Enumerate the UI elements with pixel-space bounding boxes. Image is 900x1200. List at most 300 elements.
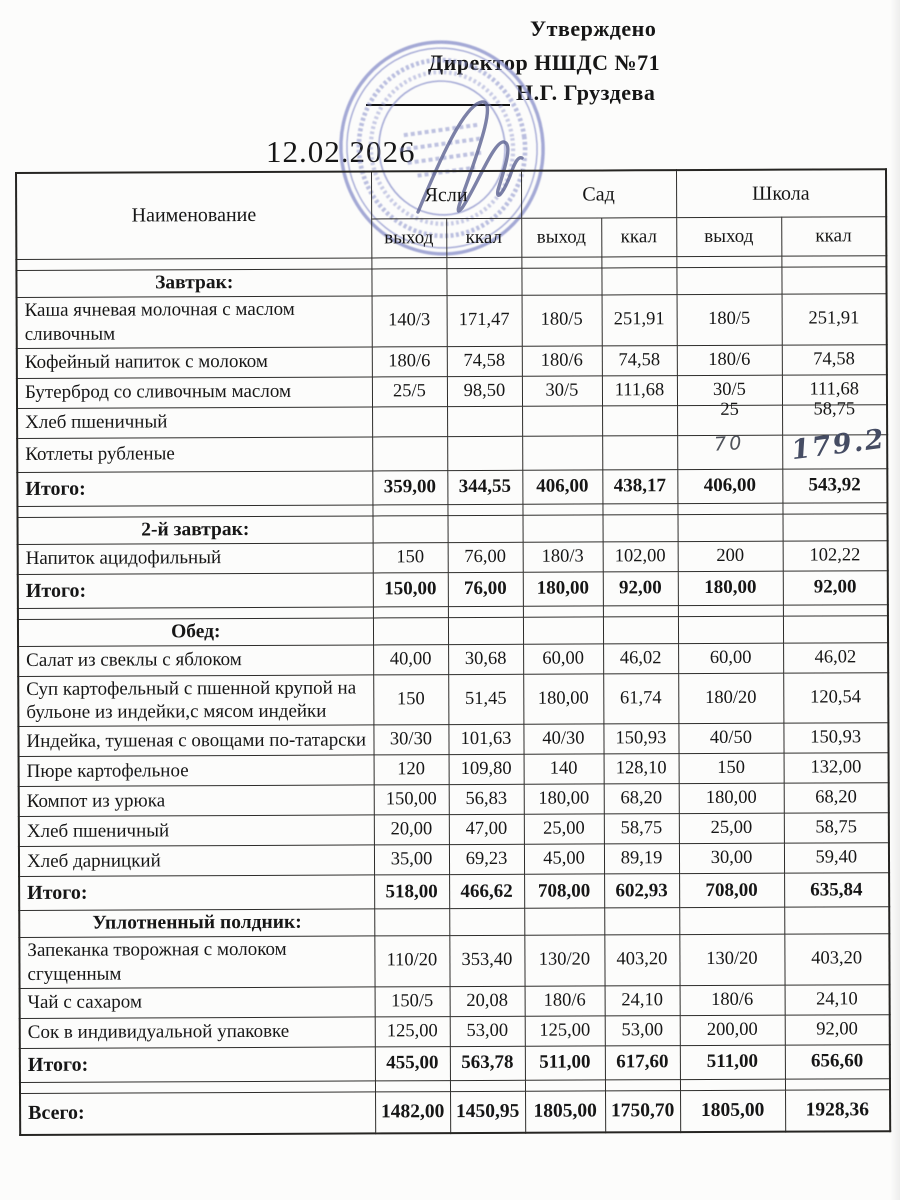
- value-cell: [449, 908, 524, 935]
- table-row-section: [16, 267, 886, 298]
- row-label: Итого:: [18, 572, 373, 608]
- row-label: Сок в индивидуальной упаковке: [20, 1016, 375, 1048]
- scan-edge-shadow: [890, 0, 900, 1200]
- value-cell: [601, 268, 676, 295]
- value-cell: [604, 814, 679, 844]
- cell-value: 656,60: [810, 1050, 864, 1072]
- value-cell: [782, 294, 887, 345]
- value-cell: [523, 673, 603, 724]
- sub-header: ккал: [781, 217, 886, 256]
- row-label: Компот из урюка: [19, 785, 374, 817]
- value-cell: [782, 423, 888, 468]
- value-cell: [375, 1016, 450, 1046]
- sub-header: выход: [676, 217, 781, 256]
- table-row-total: [17, 468, 887, 506]
- cell-value: 602,93: [615, 879, 668, 901]
- cell-value: 150: [396, 546, 425, 567]
- cell-value: 180,00: [536, 577, 589, 599]
- value-cell: [522, 435, 602, 469]
- value-cell: [785, 1078, 890, 1089]
- value-cell: [602, 435, 677, 469]
- table-row-section: [19, 907, 889, 938]
- cell-value: 25,00: [710, 817, 753, 838]
- value-cell: [523, 514, 603, 541]
- value-cell: [603, 605, 678, 616]
- value-cell: [373, 617, 448, 644]
- value-cell: [604, 784, 679, 814]
- value-cell: [677, 503, 782, 514]
- value-cell: [449, 814, 524, 844]
- value-cell: [448, 542, 523, 572]
- value-cell: [448, 724, 523, 754]
- cell-value: 466,62: [460, 880, 513, 902]
- table-row-item: [17, 374, 887, 408]
- cell-value: 46,02: [619, 647, 662, 668]
- value-cell: [375, 1080, 450, 1091]
- value-cell: [680, 1015, 785, 1045]
- table-row-item: [18, 672, 888, 726]
- value-cell: [678, 541, 783, 571]
- cell-value: 130/20: [706, 949, 758, 970]
- value-cell: [450, 1080, 525, 1091]
- cell-value: 40,00: [389, 648, 432, 669]
- cell-value: 518,00: [385, 880, 438, 902]
- cell-value: 251,91: [808, 308, 860, 329]
- cell-value: 180/3: [541, 546, 584, 567]
- cell-value: 130/20: [538, 949, 591, 970]
- cell-value: 76,00: [464, 546, 507, 567]
- value-cell: [782, 344, 887, 374]
- cell-value: 92,00: [816, 1018, 858, 1040]
- cell-value: 359,00: [383, 476, 437, 498]
- value-cell: [521, 268, 601, 295]
- cell-value: 150,93: [810, 727, 862, 748]
- cell-value: 30/5: [545, 380, 579, 401]
- value-cell: [677, 469, 782, 503]
- value-cell: [783, 615, 888, 642]
- value-cell: [604, 935, 679, 986]
- cell-value: 140: [549, 758, 578, 779]
- cell-value: 68,20: [815, 787, 857, 808]
- value-cell: [372, 296, 447, 347]
- group-header-2: Школа: [676, 169, 886, 217]
- value-cell: [678, 723, 783, 753]
- cell-value: 53,00: [621, 1019, 664, 1040]
- cell-value: 74,58: [463, 350, 506, 371]
- value-cell: [603, 541, 678, 571]
- value-cell: [523, 724, 603, 754]
- value-cell: [372, 504, 447, 515]
- value-cell: [602, 295, 677, 346]
- value-cell: [525, 1090, 605, 1132]
- row-label: Суп картофельный с пшенной крупой на бульоне из индейки,с мясом индейки: [18, 674, 373, 726]
- cell-value: 92,00: [813, 576, 857, 598]
- cell-value: 353,40: [461, 950, 513, 971]
- value-cell: [785, 1044, 890, 1078]
- value-cell: [373, 725, 448, 755]
- row-label: Хлеб дарницкий: [19, 845, 374, 877]
- value-cell: [447, 436, 522, 470]
- value-cell: [524, 844, 604, 874]
- cell-value: 403,20: [616, 949, 668, 970]
- table-row-section: [18, 615, 888, 646]
- value-cell: [522, 295, 602, 346]
- value-cell: [601, 257, 676, 268]
- value-cell: [604, 844, 679, 874]
- value-cell: [372, 406, 447, 436]
- value-cell: [450, 1091, 525, 1133]
- cell-value: 74,58: [813, 348, 855, 370]
- value-cell: [782, 502, 887, 513]
- cell-value: 150/5: [390, 990, 434, 1011]
- cell-value: 150,00: [385, 789, 437, 810]
- cell-value: 47,00: [465, 818, 508, 840]
- value-cell: [523, 616, 603, 643]
- value-cell: [678, 643, 783, 673]
- value-cell: [678, 571, 783, 605]
- value-cell: [680, 1090, 785, 1132]
- cell-value: 60,00: [709, 647, 752, 668]
- cell-value: 125,00: [386, 1020, 438, 1041]
- row-label: Итого:: [17, 470, 372, 506]
- value-cell: [604, 754, 679, 784]
- value-cell: [784, 907, 889, 934]
- value-cell: [677, 345, 782, 375]
- value-cell: [784, 753, 889, 783]
- cell-value: 251,91: [613, 309, 665, 330]
- value-cell: [373, 674, 448, 725]
- value-cell: [785, 1089, 890, 1131]
- row-label: Уплотненный полдник:: [19, 909, 374, 938]
- value-cell: [603, 571, 678, 605]
- value-cell: [785, 1014, 890, 1044]
- cell-value: 120,54: [810, 687, 862, 708]
- value-cell: [679, 813, 784, 843]
- cell-value: 1805,00: [700, 1099, 765, 1121]
- row-label: Хлеб пшеничный: [19, 815, 374, 847]
- cell-value: 180,00: [538, 788, 590, 809]
- cell-value: 438,17: [613, 475, 667, 497]
- cell-value: 111,68: [809, 378, 860, 400]
- value-cell: [680, 1079, 785, 1090]
- cell-value: 403,20: [811, 948, 863, 969]
- cell-value: 76,00: [463, 577, 507, 600]
- cell-value: 180,00: [705, 787, 757, 808]
- cell-value: 70: [713, 431, 746, 456]
- value-cell: [781, 256, 886, 267]
- value-cell: [604, 874, 679, 908]
- value-cell: [679, 783, 784, 813]
- value-cell: [522, 405, 602, 435]
- cell-value: 102,00: [614, 545, 666, 566]
- value-cell: [371, 258, 446, 269]
- value-cell: [371, 269, 446, 296]
- cell-value: 563,78: [461, 1051, 514, 1074]
- sub-header: выход: [521, 218, 601, 257]
- cell-value: 125,00: [539, 1019, 591, 1041]
- table-row-item: [17, 344, 887, 378]
- row-label: Бутерброд со сливочным маслом: [17, 376, 372, 408]
- value-cell: [602, 345, 677, 375]
- value-cell: [785, 984, 890, 1014]
- value-cell: [448, 644, 523, 674]
- value-cell: [783, 604, 888, 615]
- value-cell: [449, 784, 524, 814]
- value-cell: [677, 431, 782, 469]
- value-cell: [450, 1016, 525, 1046]
- cell-value: 51,45: [464, 688, 507, 709]
- cell-value: 58,75: [620, 818, 663, 839]
- row-label: Запеканка творожная с молоком сгущенным: [19, 936, 374, 988]
- sub-header: выход: [371, 219, 446, 258]
- value-cell: [784, 813, 889, 843]
- cell-value: 179.2: [789, 423, 888, 466]
- table-row-item: [19, 753, 889, 787]
- table-row-total: [18, 570, 888, 608]
- value-cell: [679, 753, 784, 783]
- value-cell: [523, 541, 603, 571]
- sub-header: ккал: [446, 218, 521, 257]
- value-cell: [680, 1045, 785, 1079]
- cell-value: 1482,00: [380, 1100, 445, 1122]
- cell-value: 200,00: [706, 1019, 758, 1040]
- row-label: Каша ячневая молочная с маслом сливочным: [17, 296, 372, 348]
- row-label: Итого:: [20, 1046, 375, 1082]
- cell-value: 101,63: [460, 728, 512, 750]
- cell-value: 180/6: [388, 350, 431, 371]
- cell-value: 128,10: [615, 758, 667, 779]
- value-cell: [783, 723, 888, 753]
- cell-value: 30,68: [464, 648, 507, 669]
- row-label: Индейка, тушеная с овощами по-татарски: [18, 725, 373, 757]
- cell-value: 69,23: [465, 848, 508, 870]
- value-cell: [449, 844, 524, 874]
- value-cell: [521, 257, 601, 268]
- value-cell: [781, 267, 886, 294]
- value-cell: [784, 843, 889, 873]
- value-cell: [602, 469, 677, 503]
- table-row-grand: [20, 1089, 890, 1134]
- row-label: 2-й завтрак:: [18, 515, 373, 544]
- cell-value: 58,75: [813, 398, 856, 420]
- group-header-1: Сад: [521, 170, 676, 218]
- table-header: [16, 169, 886, 259]
- value-cell: [605, 1090, 680, 1132]
- value-cell: [447, 376, 522, 406]
- cell-value: 180,00: [537, 688, 589, 709]
- name-column-header: Наименование: [16, 171, 371, 259]
- cell-value: 20,08: [466, 990, 508, 1011]
- value-cell: [679, 907, 784, 934]
- cell-value: 35,00: [390, 849, 433, 870]
- value-cell: [677, 294, 782, 345]
- row-label: Хлеб пшеничный: [17, 406, 372, 438]
- sub-header: ккал: [601, 218, 676, 257]
- value-cell: [373, 542, 448, 572]
- value-cell: [447, 295, 522, 346]
- row-label: Пюре картофельное: [19, 755, 374, 787]
- value-cell: [602, 503, 677, 514]
- cell-value: 59,40: [815, 847, 858, 868]
- value-cell: [525, 1045, 605, 1079]
- cell-value: 1450,95: [455, 1100, 520, 1122]
- cell-value: 1805,00: [533, 1099, 597, 1122]
- value-cell: [522, 375, 602, 405]
- cell-value: 1750,70: [610, 1099, 675, 1121]
- value-cell: [676, 267, 781, 294]
- cell-value: 150,93: [615, 728, 667, 749]
- value-cell: [373, 644, 448, 674]
- value-cell: [523, 643, 603, 673]
- cell-value: 1928,36: [805, 1098, 870, 1121]
- cell-value: 406,00: [703, 474, 757, 496]
- cell-value: 455,00: [386, 1052, 439, 1074]
- value-cell: [446, 257, 521, 268]
- cell-value: 180/6: [543, 990, 586, 1011]
- value-cell: [372, 376, 447, 406]
- value-cell: [605, 1015, 680, 1045]
- cell-value: 708,00: [705, 879, 758, 901]
- table-row-item: [19, 934, 889, 988]
- value-cell: [603, 616, 678, 643]
- cell-value: 30,00: [710, 847, 753, 868]
- value-cell: [784, 934, 889, 985]
- cell-value: 200: [716, 545, 745, 566]
- value-cell: [525, 1079, 605, 1090]
- cell-value: 150,00: [384, 578, 437, 600]
- cell-value: 30/30: [389, 729, 433, 750]
- value-cell: [447, 406, 522, 436]
- value-cell: [679, 934, 784, 985]
- cell-value: 60,00: [542, 648, 584, 669]
- cell-value: 708,00: [537, 879, 591, 902]
- value-cell: [448, 674, 523, 725]
- cell-value: 46,02: [814, 646, 857, 668]
- value-cell: [677, 399, 782, 435]
- value-cell: [448, 617, 523, 644]
- table-row-item: [20, 1014, 890, 1048]
- table-row-item: [17, 294, 887, 348]
- table-row-item: [18, 540, 888, 574]
- cell-value: 74,58: [618, 349, 661, 370]
- director-title: Директор НШДС №71: [428, 50, 661, 75]
- value-cell: [448, 606, 523, 617]
- value-cell: [375, 1091, 450, 1133]
- table-row-section: [18, 513, 888, 544]
- value-cell: [374, 755, 449, 785]
- cell-value: 511,00: [539, 1051, 591, 1073]
- value-cell: [524, 935, 604, 986]
- value-cell: [783, 672, 888, 723]
- value-cell: [605, 1045, 680, 1079]
- cell-value: 61,74: [619, 687, 662, 709]
- row-label: Итого:: [19, 875, 374, 911]
- value-cell: [522, 469, 602, 503]
- value-cell: [372, 470, 447, 504]
- cell-value: 543,92: [808, 474, 861, 496]
- row-label: Всего:: [20, 1091, 375, 1134]
- cell-value: 617,60: [616, 1051, 669, 1073]
- row-label: Кофейный напиток с молоком: [17, 346, 372, 378]
- value-cell: [602, 375, 677, 405]
- value-cell: [373, 606, 448, 617]
- cell-value: 120: [397, 759, 426, 780]
- cell-value: 132,00: [810, 757, 862, 778]
- value-cell: [448, 515, 523, 542]
- cell-value: 45,00: [543, 848, 585, 869]
- value-cell: [524, 874, 604, 908]
- value-cell: [524, 754, 604, 784]
- table-row-item: [19, 843, 889, 877]
- header-group-row: [16, 169, 886, 220]
- approved-label: Утверждено: [530, 16, 657, 41]
- value-cell: [373, 515, 448, 542]
- row-label: Салат из свеклы с яблоком: [18, 644, 373, 676]
- value-cell: [524, 814, 604, 844]
- value-cell: [449, 754, 524, 784]
- value-cell: [603, 673, 678, 724]
- value-cell: [784, 873, 889, 907]
- value-cell: [522, 345, 602, 375]
- value-cell: [447, 346, 522, 376]
- value-cell: [446, 268, 521, 295]
- cell-value: 150: [717, 757, 746, 778]
- cell-value: 344,55: [458, 475, 512, 498]
- cell-value: 25,00: [543, 818, 585, 839]
- table-body: [16, 256, 890, 1135]
- menu-table: [15, 168, 889, 1135]
- value-cell: [679, 843, 784, 873]
- value-cell: [782, 513, 887, 540]
- value-cell: [782, 468, 887, 502]
- value-cell: [603, 724, 678, 754]
- value-cell: [605, 985, 680, 1015]
- value-cell: [450, 986, 525, 1016]
- cell-value: 53,00: [466, 1020, 509, 1041]
- cell-value: 20,00: [390, 819, 433, 840]
- cell-value: 180/20: [705, 687, 757, 708]
- cell-value: 406,00: [536, 475, 589, 497]
- value-cell: [602, 514, 677, 541]
- value-cell: [448, 572, 523, 606]
- row-label: Чай с сахаром: [20, 986, 375, 1018]
- table-row-item: [18, 642, 888, 676]
- value-cell: [783, 570, 888, 604]
- group-header-0: Ясли: [371, 171, 521, 219]
- value-cell: [373, 572, 448, 606]
- value-cell: [450, 1046, 525, 1080]
- cell-value: 89,19: [620, 848, 663, 869]
- value-cell: [678, 616, 783, 643]
- cell-value: 635,84: [810, 878, 863, 901]
- value-cell: [372, 346, 447, 376]
- table-row-item: [19, 783, 889, 817]
- value-cell: [676, 256, 781, 267]
- value-cell: [447, 470, 522, 504]
- cell-value: 180/6: [710, 989, 754, 1010]
- cell-value: 25: [720, 399, 739, 420]
- value-cell: [605, 1079, 680, 1090]
- value-cell: [524, 908, 604, 935]
- value-cell: [449, 935, 524, 986]
- value-cell: [374, 785, 449, 815]
- table-row-item: [20, 984, 890, 1018]
- cell-value: 92,00: [618, 577, 662, 599]
- value-cell: [374, 875, 449, 909]
- cell-value: 180/6: [708, 349, 751, 370]
- cell-value: 56,83: [465, 788, 508, 810]
- value-cell: [678, 605, 783, 616]
